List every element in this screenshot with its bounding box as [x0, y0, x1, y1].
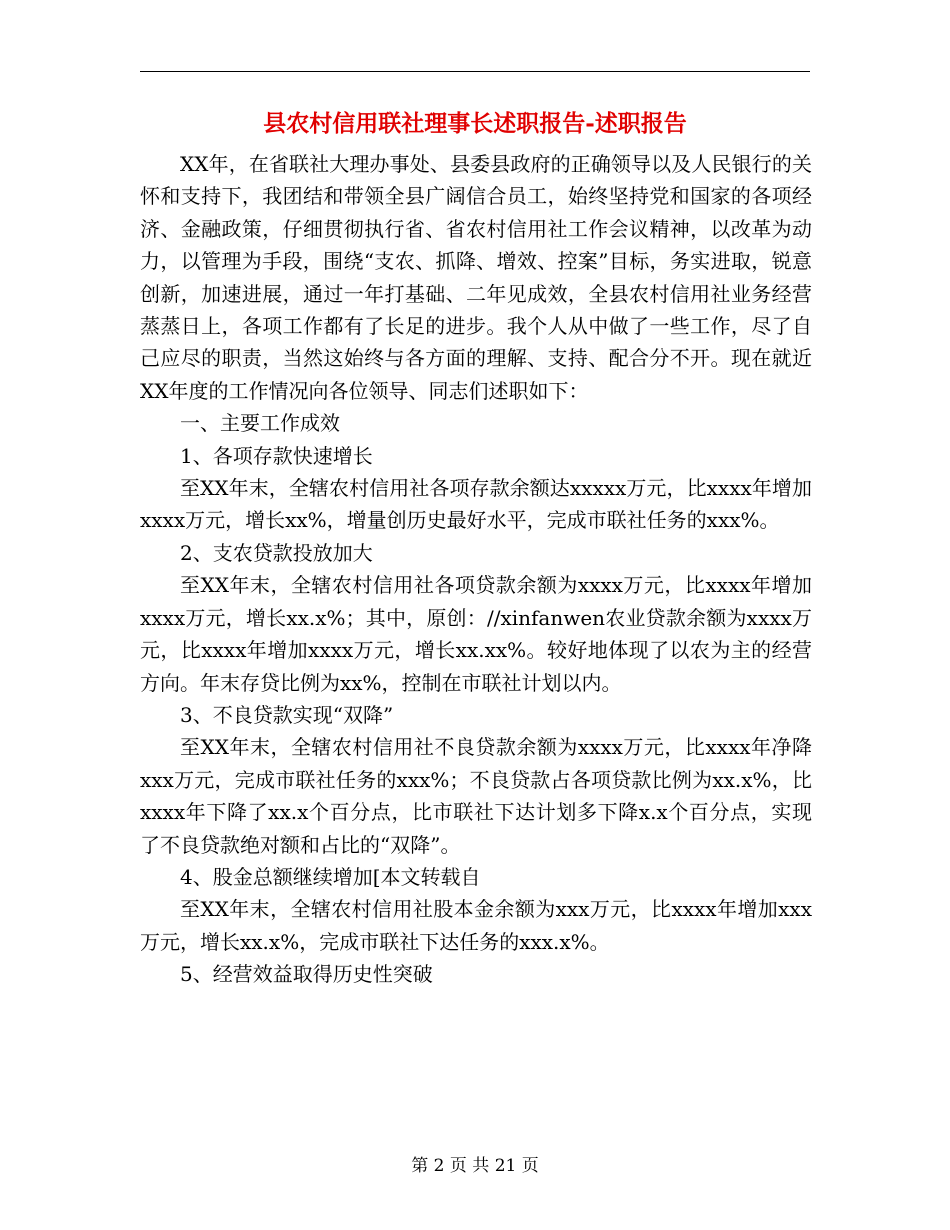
subheading-bad-loans: 3、不良贷款实现“双降”	[180, 702, 394, 727]
page-number: 第 2 页 共 21 页	[411, 1156, 539, 1176]
intro-paragraph: XX年，在省联社大理办事处、县委县政府的正确领导以及人民银行的关怀和支持下，我团结和带领全县广阔信合员工，始终坚持党和国家的各项经济、金融政策，仔细贯彻执行省、省农村信用社工作会议精神，以改革为动力，以管理为手段，围绕“支农、抓降、增效、控案”目标，务实进取，锐意创新，加速进展，通过一年打基础、二年见成效，全县农村信用社业务经营蒸蒸日上，各项工作都有了长足的进步。我个人从中做了一些工作，尽了自己应尽的职责，当然这始终与各方面的理解、支持、配合分不开。现在就近XX年度的工作情况向各位领导、同志们述职如下：	[140, 152, 812, 403]
subheading-loans: 2、支农贷款投放加大	[180, 540, 373, 565]
subheading-profit: 5、经营效益取得历史性突破	[180, 962, 433, 987]
paragraph-bad-loans: 至XX年末，全辖农村信用社不良贷款余额为xxxx万元，比xxxx年净降xxx万元，完成市联社任务的xxx%；不良贷款占各项贷款比例为xx.x%，比xxxx年下降了xx.x个百分点，比市联社下达计划多下降x.x个百分点，实现了不良贷款绝对额和占比的“双降”。	[140, 735, 812, 857]
subheading-capital: 4、股金总额继续增加[本文转载自	[180, 864, 481, 889]
section-heading: 一、主要工作成效	[180, 411, 340, 436]
document-title: 县农村信用联社理事长述职报告-述职报告	[263, 110, 687, 137]
paragraph-loans: 至XX年末，全辖农村信用社各项贷款余额为xxxx万元，比xxxx年增加xxxx万元，增长xx.x%；其中，原创：//xinfanwen农业贷款余额为xxxx万元，比xxxx年增加xxxx万元，增长xx.xx%。较好地体现了以农为主的经营方向。年末存贷比例为xx%，控制在市联社计划以内。	[140, 573, 812, 695]
document-body	[140, 148, 812, 991]
subheading-deposits: 1、各项存款快速增长	[180, 443, 373, 468]
header-rule	[140, 71, 810, 72]
paragraph-capital: 至XX年末，全辖农村信用社股本金余额为xxx万元，比xxxx年增加xxx万元，增长xx.x%，完成市联社下达任务的xxx.x%。	[140, 897, 812, 954]
paragraph-deposits: 至XX年末，全辖农村信用社各项存款余额达xxxxx万元，比xxxx年增加xxxx万元，增长xx%，增量创历史最好水平，完成市联社任务的xxx%。	[140, 476, 812, 533]
